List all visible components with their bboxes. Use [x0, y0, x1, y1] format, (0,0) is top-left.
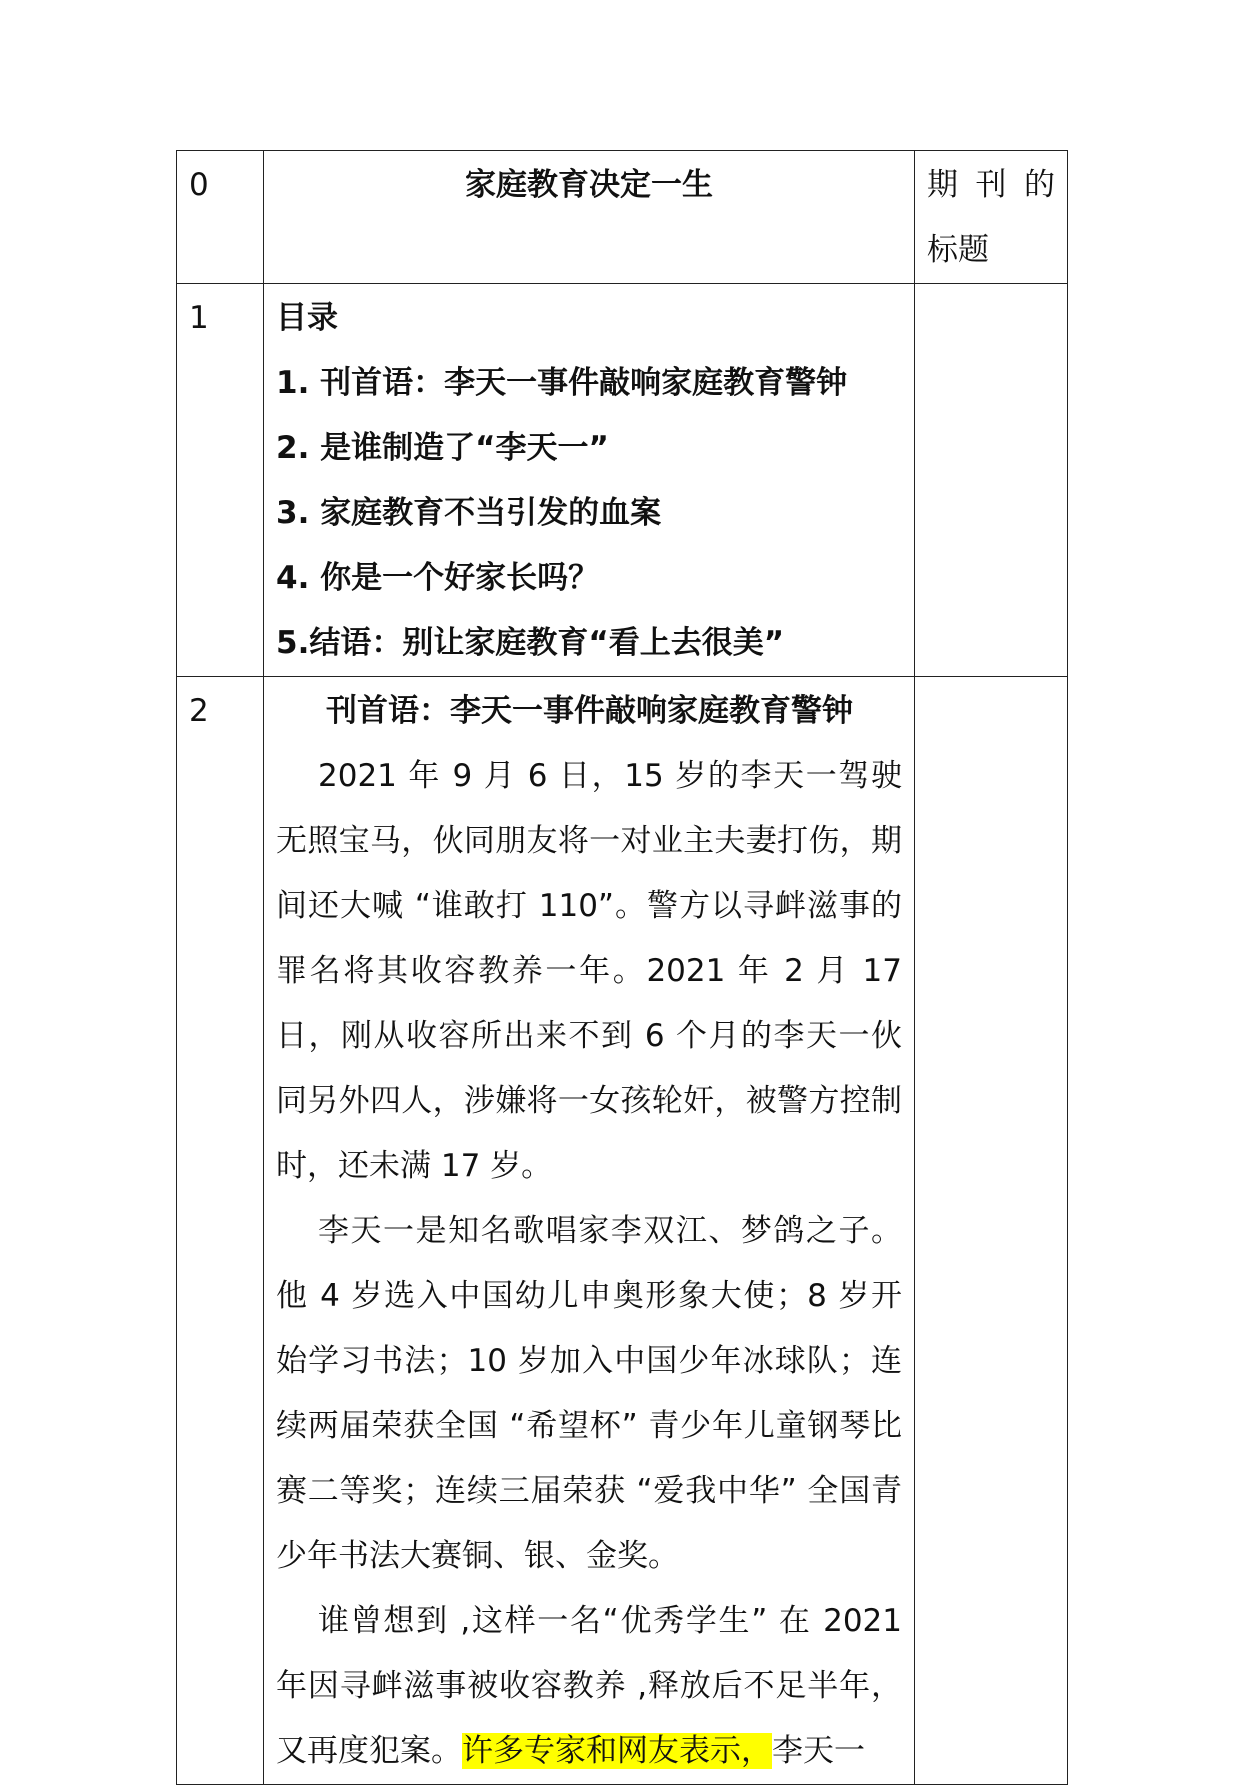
note-line — [927, 153, 1055, 218]
note-char: 期 — [927, 167, 958, 203]
table-row — [177, 677, 1068, 1785]
row-number: 2 — [177, 677, 264, 1785]
note-char: 刊 — [975, 167, 1007, 203]
table-row — [177, 151, 1068, 284]
article-paragraph — [276, 1589, 902, 1784]
paragraph-text: 李天一 — [772, 1733, 865, 1769]
note-line: 标题 — [927, 232, 989, 268]
journal-title — [264, 151, 915, 284]
article-paragraph: 2021 年 9 月 6 日，15 岁的李天一驾驶无照宝马，伙同朋友将一对业主夫妻打伤，期间还大喊 “谁敢打 110”。警方以寻衅滋事的罪名将其收容教养一年。2021 年 2 月 17 日，刚从收容所出来不到 6 个月的李天一伙同另外四人，涉嫌将一女孩轮奸，被警方控制时，还未满 17 岁。 — [276, 758, 902, 1184]
row-number: 0 — [177, 151, 264, 284]
toc-item: 4. 你是一个好家长吗？ — [276, 560, 600, 596]
toc-item: 1. 刊首语：李天一事件敲响家庭教育警钟 — [276, 365, 848, 401]
highlighted-text: 许多专家和网友表示， — [462, 1733, 772, 1769]
note-char: 的 — [1024, 167, 1055, 203]
journal-title-text: 家庭教育决定一生 — [465, 167, 713, 203]
row-note — [915, 151, 1068, 284]
toc-item: 3. 家庭教育不当引发的血案 — [276, 495, 662, 531]
toc-item: 2. 是谁制造了“李天一” — [276, 430, 609, 466]
toc-heading: 目录 — [276, 300, 338, 336]
toc-item: 5.结语：别让家庭教育“看上去很美” — [276, 625, 785, 661]
row-number: 1 — [177, 284, 264, 677]
document-table — [176, 150, 1068, 1785]
article-paragraph: 李天一是知名歌唱家李双江、梦鸽之子。他 4 岁选入中国幼儿申奥形象大使；8 岁开始学习书法；10 岁加入中国少年冰球队；连续两届荣获全国 “希望杯” 青少年儿童钢琴比赛二等奖；连续三届荣获 “爱我中华” 全国青少年书法大赛铜、银、金奖。 — [276, 1213, 902, 1574]
table-row — [177, 284, 1068, 677]
row-note — [915, 677, 1068, 1785]
row-note — [915, 284, 1068, 677]
article-heading: 刊首语：李天一事件敲响家庭教育警钟 — [326, 693, 853, 729]
paragraph-text: 谁曾想到 ,这样一名“优秀学生” 在 2021 年因寻衅滋事被收容教养 ,释放后不足半年，又再度犯案。 — [276, 1603, 902, 1769]
table-of-contents — [264, 284, 915, 677]
article-body — [264, 677, 915, 1785]
